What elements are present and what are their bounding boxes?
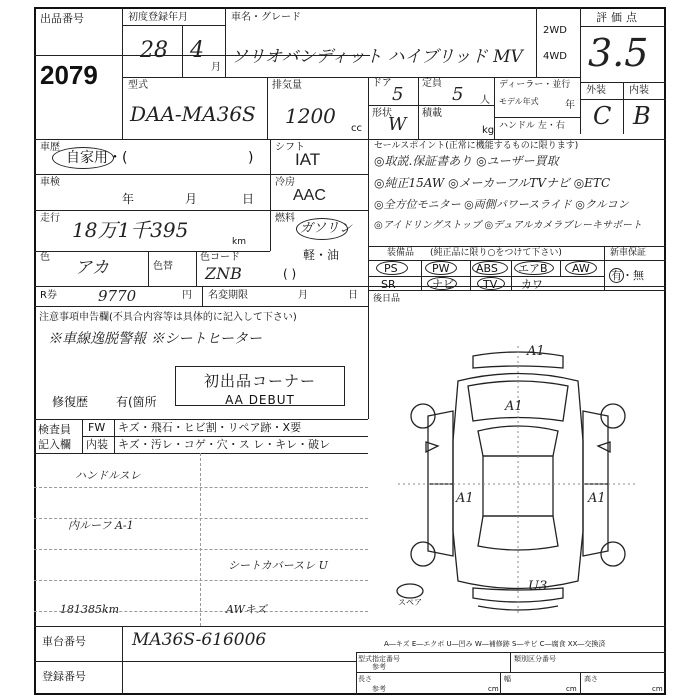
divider — [34, 210, 368, 211]
equip-sr: SR — [381, 278, 396, 291]
notes-label: 注意事項申告欄(不具合内容等は具体的に記入して下さい) — [39, 312, 297, 323]
recycle-value: 9770 — [98, 287, 137, 305]
exterior-grade: C — [593, 102, 612, 130]
color-code-label: 色コード — [200, 252, 240, 263]
color-value: アカ — [75, 258, 109, 278]
mileage-label: 走行 — [40, 213, 60, 224]
divider — [34, 419, 368, 420]
divider — [511, 260, 512, 290]
debut-stamp-en: AA DEBUT — [225, 393, 295, 407]
equipment-label: 装備品 — [387, 248, 415, 258]
divider — [368, 246, 666, 247]
diesel-option: 軽・油 — [303, 248, 340, 262]
divider — [368, 139, 369, 306]
divider — [580, 672, 581, 695]
debut-stamp-jp: 初出品コーナー — [203, 372, 316, 390]
cm-unit: cm — [652, 685, 663, 693]
divider — [494, 117, 580, 118]
divider — [196, 251, 197, 286]
sales-point-3: ◎全方位モニター ◎両側パワースライド ◎クルコン — [374, 198, 629, 211]
type-class-label: 類別区分番号 — [514, 655, 556, 663]
length-label: 長さ — [358, 675, 372, 683]
ac-label: 冷房 — [275, 177, 295, 188]
history-label: 車歴 — [40, 142, 60, 153]
reference-label: 参考 — [372, 685, 386, 693]
divider — [34, 626, 666, 627]
mileage-value: 18万1千395 — [72, 218, 189, 242]
divider — [623, 82, 624, 134]
divider — [356, 672, 666, 673]
divider — [580, 26, 666, 27]
inspection-day: 日 — [242, 192, 255, 206]
equip-airbag: エアB — [518, 262, 548, 275]
car-name: ソリオバンディット ハイブリッド MV — [231, 47, 523, 67]
load-label: 積載 — [422, 108, 442, 119]
damage-mark: A1 — [456, 491, 474, 506]
new-car-warranty-label: 新車保証 — [610, 248, 647, 258]
score-label: 評価点 — [596, 11, 641, 24]
model-code: DAA-MA36S — [130, 102, 256, 126]
divider — [470, 260, 471, 290]
handwritten-note-1: ハンドルスレ — [75, 469, 141, 482]
interior-inspect-label: 内装 — [86, 438, 108, 451]
divider — [34, 453, 368, 454]
fw-label: FW — [88, 421, 106, 434]
equip-navi: ナビ — [432, 278, 454, 291]
cc-unit: cc — [351, 123, 362, 134]
divider — [421, 260, 422, 290]
repair-history-label: 修復歴 — [52, 395, 89, 409]
displacement: 1200 — [285, 104, 336, 128]
name-change-deadline-label: 名変期限 — [208, 290, 248, 301]
sales-point-2: ◎純正15AW ◎メーカーフルTVナビ ◎ETC — [374, 176, 611, 190]
inspection-month: 月 — [185, 192, 198, 206]
damage-mark: A1 — [505, 399, 523, 414]
drive-2wd: 2WD — [543, 25, 567, 36]
fuel-value: ガソリン — [300, 221, 353, 236]
equip-leather: カワ — [521, 278, 543, 291]
handle-label: ハンドル 左・右 — [499, 121, 565, 131]
registration-label: 登録番号 — [42, 670, 86, 683]
deadline-month: 月 — [298, 290, 308, 301]
ruled-line — [34, 549, 368, 550]
history-value: 自家用・( — [66, 150, 128, 166]
doors: 5 — [392, 84, 404, 105]
doors-label: ドア — [372, 78, 392, 89]
fw-text: キズ・飛石・ヒビ割・リペア跡・X要 — [118, 421, 302, 434]
drive-4wd: 4WD — [543, 51, 567, 62]
width-label: 幅 — [504, 675, 511, 683]
month-unit: 月 — [211, 62, 221, 73]
yen-unit: 円 — [182, 290, 192, 301]
divider — [604, 246, 605, 290]
divider — [510, 652, 511, 672]
interior-label: 内装 — [629, 85, 649, 96]
inspection-label: 車検 — [40, 177, 60, 188]
model-label: 型式 — [128, 80, 148, 91]
spare-label: スペア — [398, 598, 422, 607]
divider — [202, 286, 203, 306]
divider — [34, 174, 368, 175]
capacity-label: 定員 — [422, 78, 442, 89]
fuel-label: 燃料 — [275, 213, 295, 224]
equip-aw: AW — [572, 262, 590, 275]
inspection-year: 年 — [122, 192, 135, 206]
color-label: 色 — [40, 252, 50, 263]
divider — [580, 99, 666, 100]
chassis-number: MA36S-616006 — [132, 630, 267, 650]
divider — [356, 652, 666, 653]
first-registration-label: 初度登録年月 — [128, 12, 188, 23]
capacity: 5 — [452, 84, 464, 105]
damage-mark: A1 — [588, 491, 606, 506]
model-year-label: モデル年式 — [499, 97, 539, 106]
equip-pw: PW — [432, 262, 450, 275]
inspector-label-2: 記入欄 — [38, 438, 71, 451]
kg-unit: kg — [482, 125, 495, 136]
sales-points-label: セールスポイント(正常に機能するものに限ります) — [374, 141, 579, 151]
ruled-line — [34, 487, 368, 488]
car-name-label: 車名・グレード — [231, 12, 301, 23]
capacity-unit: 人 — [480, 95, 490, 106]
color-code: ZNB — [205, 264, 242, 283]
interior-inspect-text: キズ・汚レ・コゲ・穴・ス レ・キレ・破レ — [118, 438, 331, 451]
sales-point-4: ◎アイドリングストップ ◎デュアルカメラブレーキサポート — [374, 220, 643, 231]
divider — [122, 7, 123, 139]
divider — [122, 77, 580, 78]
damage-legend: A―キズ E―エクボ U―凹み W―補修跡 S―サビ C―腐食 XX―交換済 — [384, 640, 606, 648]
divider — [267, 77, 268, 139]
lot-label: 出品番号 — [40, 12, 84, 25]
interior-grade: B — [633, 102, 651, 130]
handwritten-note-5: AWキズ — [226, 603, 267, 616]
exterior-label: 外装 — [586, 85, 606, 96]
lot-number: 2079 — [40, 60, 98, 90]
damage-mark: U3 — [528, 579, 548, 594]
car-damage-diagram — [368, 306, 666, 628]
divider — [536, 7, 537, 77]
ac-value: AAC — [293, 187, 326, 204]
divider — [34, 661, 356, 662]
type-designation-label: 型式指定番号 — [358, 655, 400, 663]
divider — [82, 436, 368, 437]
equip-abs: ABS — [476, 262, 498, 275]
divider — [356, 652, 357, 695]
chassis-label: 車台番号 — [42, 635, 86, 648]
km-unit: km — [232, 237, 246, 247]
divider — [225, 7, 226, 77]
deadline-day: 日 — [348, 290, 358, 301]
color-swap-label: 色替 — [153, 261, 173, 272]
repair-history-value: 有(箇所 — [116, 395, 157, 409]
debut-stamp — [175, 366, 345, 406]
equip-tv: TV — [483, 278, 498, 291]
handwritten-note-3: シートカバースレ U — [228, 559, 328, 572]
ruled-line — [34, 580, 368, 581]
divider — [270, 139, 271, 251]
cm-unit: cm — [566, 685, 577, 693]
divider — [368, 105, 494, 106]
recycle-label: R券 — [40, 290, 57, 301]
handwritten-note-2: 内ルーフ A-1 — [68, 519, 134, 532]
equipment-note: (純正品に限り○をつけて下さい) — [430, 248, 562, 258]
first-registration-year: 28 — [140, 38, 168, 63]
divider — [34, 139, 666, 140]
divider — [182, 25, 183, 77]
divider — [122, 25, 226, 26]
fuel-other: ( ) — [283, 267, 297, 281]
score: 3.5 — [588, 31, 649, 75]
cm-unit: cm — [488, 685, 499, 693]
reference-label: 参考 — [372, 663, 386, 671]
inspector-label-1: 検査員 — [38, 423, 71, 436]
history-close: ) — [248, 150, 254, 166]
notes-line-1: ※車線逸脱警報 ※シートヒーター — [48, 331, 262, 347]
equip-ps: PS — [384, 262, 398, 275]
divider — [494, 77, 495, 139]
divider — [418, 77, 419, 139]
height-label: 高さ — [584, 675, 598, 683]
divider — [148, 251, 149, 286]
warranty: 有・無 — [611, 269, 644, 282]
divider — [368, 290, 666, 291]
divider — [560, 260, 561, 276]
shape-label: 形状 — [372, 108, 392, 119]
sales-point-1: ◎取説.保証書あり ◎ユーザー買取 — [374, 154, 559, 168]
docs-label: 後日品 — [373, 294, 401, 304]
divider — [368, 77, 369, 139]
shift: IAT — [295, 150, 321, 169]
shape: W — [388, 114, 407, 135]
displacement-label: 排気量 — [272, 80, 302, 91]
divider — [500, 672, 501, 695]
ruled-line — [200, 453, 201, 626]
dealer-label: ディーラー・並行 — [499, 80, 571, 90]
first-registration-month: 4 — [190, 38, 204, 63]
divider — [34, 306, 368, 307]
damage-mark: A1 — [527, 344, 545, 359]
shift-label: シフト — [275, 142, 305, 153]
year-unit: 年 — [565, 100, 575, 111]
handwritten-note-4: 181385km — [60, 603, 120, 616]
divider — [368, 260, 666, 261]
